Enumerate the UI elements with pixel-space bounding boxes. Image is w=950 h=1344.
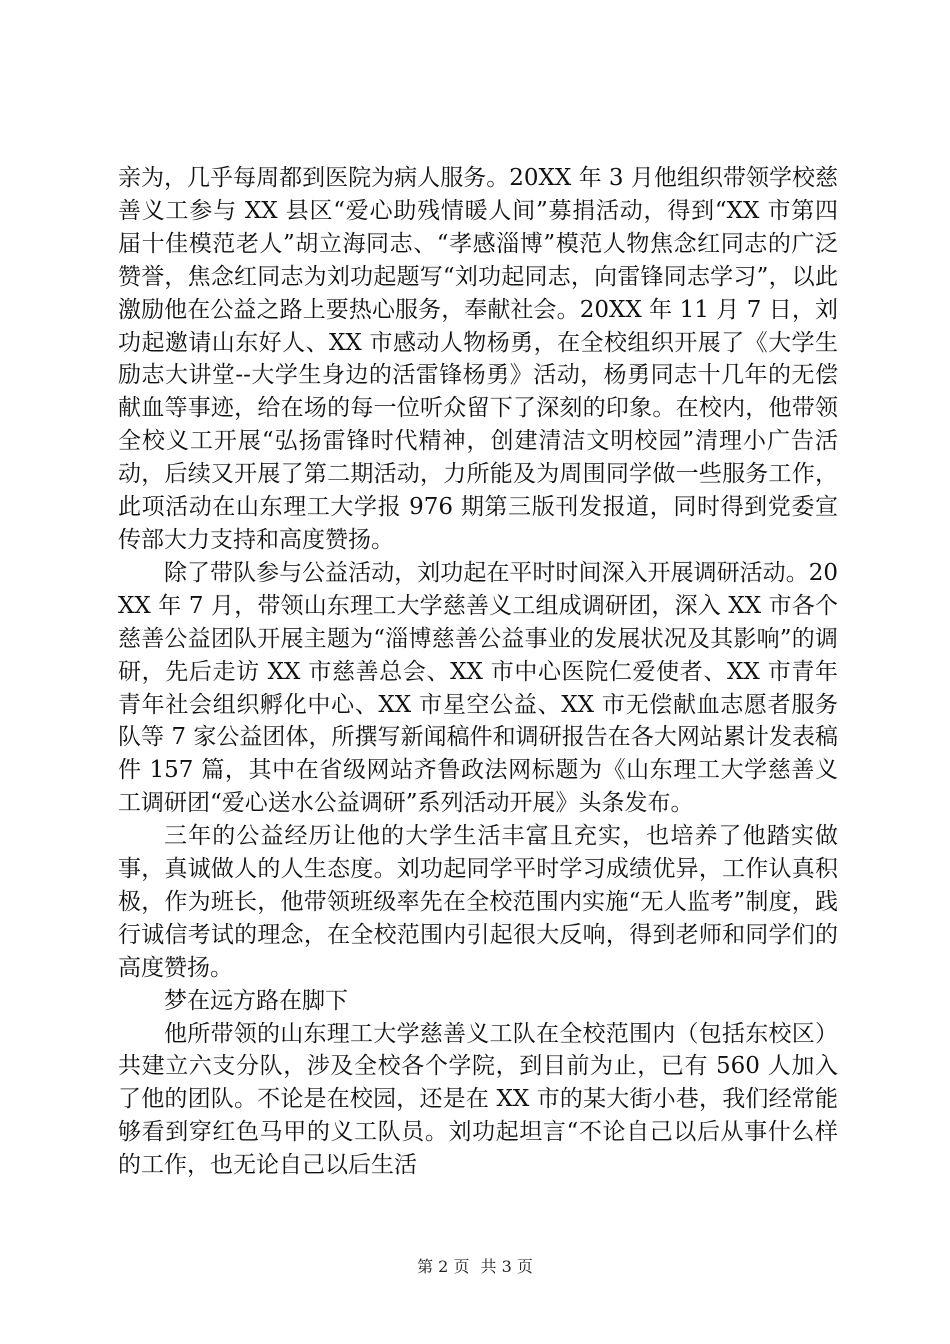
document-body bbox=[118, 162, 838, 1182]
section-heading: 梦在远方路在脚下 bbox=[164, 987, 348, 1014]
paragraph-4: 他所带领的山东理工大学慈善义工队在全校范围内（包括东校区）共建立六支分队，涉及全校各个学院，到目前为止，已有 560 人加入了他的团队。不论是在校园，还是在 XX 市的某大街小巷，我们经常能够看到穿红色马甲的义工队员。刘功起坦言“不论自己以后从事什么样的工作，也无论自己以后生活 bbox=[118, 1020, 838, 1179]
page-footer bbox=[0, 1256, 950, 1278]
paragraph-2: 除了带队参与公益活动，刘功起在平时时间深入开展调研活动。20XX 年 7 月，带领山东理工大学慈善义工组成调研团，深入 XX 市各个慈善公益团队开展主题为“淄博慈善公益事业的发展状况及其影响”的调研，先后走访 XX 市慈善总会、XX 市中心医院仁爱使者、XX 市青年青年社会组织孵化中心、XX 市星空公益、XX 市无偿献血志愿者服务队等 7 家公益团体，所撰写新闻稿件和调研报告在各大网站累计发表稿件 157 篇，其中在省级网站齐鲁政法网标题为《山东理工大学慈善义工调研团“爱心送水公益调研”系列活动开展》头条发布。 bbox=[118, 559, 838, 817]
page-total: 共 3 页 bbox=[480, 1257, 533, 1276]
paragraph-3: 三年的公益经历让他的大学生活丰富且充实，也培养了他踏实做事，真诚做人的人生态度。刘功起同学平时学习成绩优异，工作认真积极，作为班长，他带领班级率先在全校范围内实施“无人监考”制度，践行诚信考试的理念，在全校范围内引起很大反响，得到老师和同学们的高度赞扬。 bbox=[118, 823, 838, 981]
page-number: 第 2 页 bbox=[417, 1257, 470, 1276]
paragraph-1: 亲为，几乎每周都到医院为病人服务。20XX 年 3 月他组织带领学校慈善义工参与 XX 县区“爱心助残情暖人间”募捐活动，得到“XX 市第四届十佳模范老人”胡立海同志、“孝感淄博”模范人物焦念红同志的广泛赞誉，焦念红同志为刘功起题写“刘功起同志，向雷锋同志学习”，以此激励他在公益之路上要热心服务，奉献社会。20XX 年 11 月 7 日，刘功起邀请山东好人、XX 市感动人物杨勇，在全校组织开展了《大学生励志大讲堂--大学生身边的活雷锋杨勇》活动，杨勇同志十几年的无偿献血等事迹，给在场的每一位听众留下了深刻的印象。在校内，他带领全校义工开展“弘扬雷锋时代精神，创建清洁文明校园”清理小广告活动，后续又开展了第二期活动，力所能及为周围同学做一些服务工作，此项活动在山东理工大学报 976 期第三版刊发报道，同时得到党委宣传部大力支持和高度赞扬。 bbox=[118, 165, 838, 553]
